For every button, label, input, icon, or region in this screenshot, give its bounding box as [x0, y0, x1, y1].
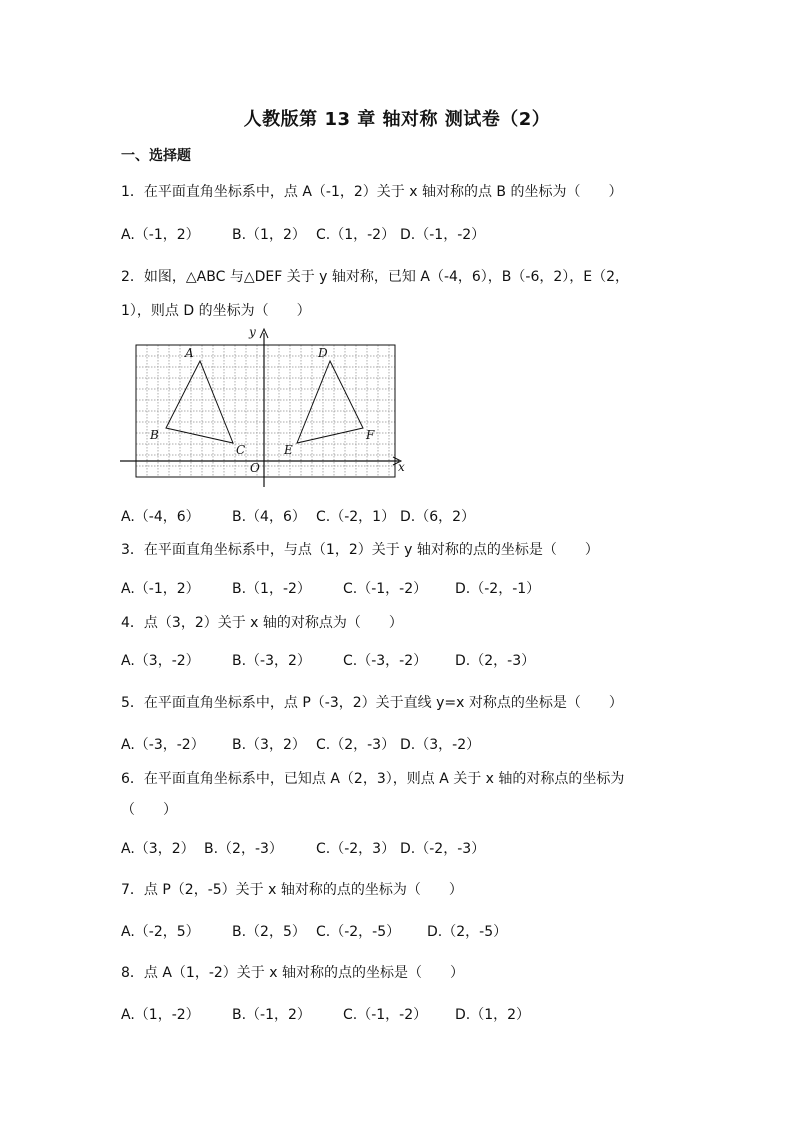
question-7: 7．点 P（2，-5）关于 x 轴对称的点的坐标为（ ） — [121, 882, 463, 898]
question-6-line-1: 6．在平面直角坐标系中，已知点 A（2，3），则点 A 关于 x 轴的对称点的坐标为 — [121, 771, 625, 787]
question-2-line-2: 1），则点 D 的坐标为（ ） — [121, 303, 311, 319]
option-a[interactable]: A.（-2，5） — [121, 924, 200, 940]
option-a[interactable]: A.（-1，2） — [121, 227, 200, 243]
section-heading: 一、选择题 — [121, 148, 191, 164]
option-b[interactable]: B.（2，5） — [232, 924, 306, 940]
option-c[interactable]: C.（-1，-2） — [343, 581, 428, 597]
label-f: F — [366, 428, 375, 442]
option-d[interactable]: D.（-2，-3） — [400, 841, 486, 857]
option-d[interactable]: D.（2，-3） — [455, 653, 536, 669]
page-title: 人教版第 13 章 轴对称 测试卷（2） — [243, 109, 551, 130]
question-2-line-1: 2．如图，△ABC 与△DEF 关于 y 轴对称，已知 A（-4，6），B（-6，2），E（2， — [121, 269, 630, 285]
option-d[interactable]: D.（1，2） — [455, 1007, 531, 1023]
option-c[interactable]: C.（-3，-2） — [343, 653, 428, 669]
question-5: 5．在平面直角坐标系中，点 P（-3，2）关于直线 y=x 对称点的坐标是（ ） — [121, 695, 623, 711]
label-x-axis: x — [398, 460, 405, 474]
option-d[interactable]: D.（-1，-2） — [400, 227, 486, 243]
option-c[interactable]: C.（-1，-2） — [343, 1007, 428, 1023]
option-d[interactable]: D.（-2，-1） — [455, 581, 541, 597]
option-b[interactable]: B.（-3，2） — [232, 653, 311, 669]
label-e: E — [284, 443, 293, 457]
option-b[interactable]: B.（-1，2） — [232, 1007, 311, 1023]
question-6-line-2: （ ） — [121, 802, 177, 818]
question-3: 3．在平面直角坐标系中，与点（1，2）关于 y 轴对称的点的坐标是（ ） — [121, 542, 599, 558]
option-d[interactable]: D.（2，-5） — [427, 924, 508, 940]
option-c[interactable]: C.（-2，-5） — [316, 924, 401, 940]
label-y-axis: y — [249, 325, 256, 339]
question-1: 1．在平面直角坐标系中，点 A（-1，2）关于 x 轴对称的点 B 的坐标为（ ） — [121, 184, 623, 200]
triangle-def — [297, 361, 363, 443]
option-c[interactable]: C.（2，-3） — [316, 737, 396, 753]
coordinate-figure — [115, 323, 415, 493]
option-a[interactable]: A.（3，-2） — [121, 653, 200, 669]
label-b: B — [150, 428, 159, 442]
option-d[interactable]: D.（6，2） — [400, 509, 476, 525]
option-c[interactable]: C.（-2，3） — [316, 841, 396, 857]
option-a[interactable]: A.（1，-2） — [121, 1007, 200, 1023]
option-b[interactable]: B.（2，-3） — [204, 841, 283, 857]
question-8: 8．点 A（1，-2）关于 x 轴对称的点的坐标是（ ） — [121, 965, 464, 981]
option-c[interactable]: C.（1，-2） — [316, 227, 396, 243]
option-d[interactable]: D.（3，-2） — [400, 737, 481, 753]
option-b[interactable]: B.（1，-2） — [232, 581, 311, 597]
label-c: C — [236, 443, 246, 457]
option-a[interactable]: A.（-1，2） — [121, 581, 200, 597]
option-c[interactable]: C.（-2，1） — [316, 509, 396, 525]
label-origin: O — [250, 461, 260, 475]
triangle-abc — [166, 361, 233, 443]
option-a[interactable]: A.（-4，6） — [121, 509, 200, 525]
question-4: 4．点（3，2）关于 x 轴的对称点为（ ） — [121, 615, 403, 631]
option-b[interactable]: B.（4，6） — [232, 509, 306, 525]
option-b[interactable]: B.（3，2） — [232, 737, 306, 753]
option-a[interactable]: A.（3，2） — [121, 841, 195, 857]
label-a: A — [185, 346, 194, 360]
option-b[interactable]: B.（1，2） — [232, 227, 306, 243]
label-d: D — [318, 346, 328, 360]
option-a[interactable]: A.（-3，-2） — [121, 737, 205, 753]
